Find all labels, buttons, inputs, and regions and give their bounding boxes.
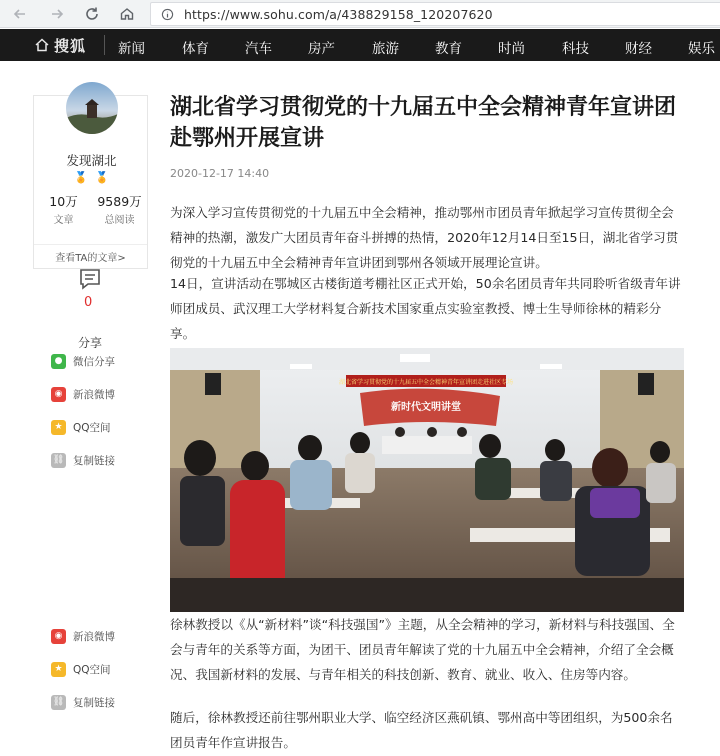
article-photo [170,348,684,612]
comment-button[interactable] [78,267,102,295]
qzone-star-icon: ★ [51,662,66,677]
info-icon [161,8,174,21]
logo-text: 搜狐 [54,36,87,55]
share-title: 分享 [78,336,103,350]
share-weibo[interactable] [51,386,115,402]
share-copy-link[interactable] [51,694,115,710]
author-badges [34,171,149,184]
nav-item-realestate[interactable]: 房产 [308,41,335,57]
share-list-bottom [51,628,115,727]
comment-icon [78,267,102,291]
weibo-icon: ◉ [51,629,66,644]
share-wechat[interactable] [51,353,115,369]
nav-item-education[interactable]: 教育 [435,41,462,57]
share-label: 新浪微博 [73,388,115,401]
share-list [51,353,115,485]
view-articles-link[interactable]: 查看TA的文章> [55,253,126,264]
share-label: QQ空间 [73,663,111,676]
nav-item-finance[interactable]: 财经 [625,41,652,57]
comment-count: 0 [84,295,93,310]
back-arrow-icon [12,6,28,22]
browser-toolbar [0,0,720,28]
banner-text: 湖北省学习贯彻党的十九届五中全会精神青年宣讲团走进社区专场 [338,379,514,386]
share-label: 新浪微博 [73,630,115,643]
nav-item-travel[interactable]: 旅游 [372,41,399,57]
author-name[interactable]: 发现湖北 [66,153,117,168]
link-icon: ⛓ [51,453,66,468]
nav-item-sports[interactable]: 体育 [182,41,209,57]
sohu-logo[interactable] [34,29,86,61]
share-qzone[interactable] [51,419,115,435]
article-date: 2020-12-17 14:40 [170,167,270,180]
share-copy-link[interactable] [51,452,115,468]
banner-subtitle: 新时代文明讲堂 [391,402,461,413]
share-label: QQ空间 [73,421,111,434]
forward-button[interactable] [45,2,69,26]
article-paragraph: 为深入学习宣传贯彻党的十九届五中全会精神，推动鄂州市团员青年掀起学习宣传贯彻全会精神的热潮，激发广大团员青年奋斗拼搏的热情，2020年12月14日至15日，湖北省学习贯彻党的十九届五中全会精神青年宣讲团到鄂州各领域开展理论宣讲。 [170,205,679,270]
weibo-icon: ◉ [51,387,66,402]
article-title: 湖北省学习贯彻党的十九届五中全会精神青年宣讲团赴鄂州开展宣讲 [170,95,677,151]
share-weibo[interactable] [51,628,115,644]
home-icon [119,6,135,22]
article-paragraph: 随后，徐林教授还前往鄂州职业大学、临空经济区燕矶镇、鄂州高中等团组织，为500余名团员青年作宣讲报告。 [170,710,673,750]
articles-count: 10万 [49,194,78,209]
url-text: https://www.sohu.com/a/438829158_120207620 [184,6,493,22]
reload-icon [84,6,100,22]
articles-stat [36,192,91,226]
medal-icon: 🏅 [95,171,109,184]
back-button[interactable] [8,2,32,26]
link-icon: ⛓ [51,695,66,710]
share-qzone[interactable] [51,661,115,677]
site-navbar [0,29,720,61]
reads-count: 9589万 [97,194,142,209]
qzone-star-icon: ★ [51,420,66,435]
forward-arrow-icon [49,6,65,22]
reads-label: 总阅读 [104,215,135,226]
author-card [33,95,148,269]
author-sidebar [33,95,148,269]
articles-label: 文章 [53,215,74,226]
nav-item-news[interactable]: 新闻 [118,41,145,57]
nav-item-fashion[interactable]: 时尚 [498,41,525,57]
reads-stat [92,192,147,226]
photo-caption: 徐林教授以《从“新材料”谈“科技强国”》主题，从全会精神的学习，新材料与科技强国、全会与青年的关系等方面，为团干、团员青年解读了党的十九届五中全会精神，介绍了全会概况、我国新材料的发展、与青年相关的科技创新、教育、就业、收入、住房等内容。 [170,617,675,682]
share-label: 微信分享 [73,355,115,368]
share-label: 复制链接 [73,454,115,467]
avatar[interactable] [66,82,118,134]
nav-item-entertainment[interactable]: 娱乐 [688,41,715,57]
home-button[interactable] [115,2,139,26]
medal-icon: 🏅 [74,171,88,184]
nav-item-auto[interactable]: 汽车 [245,41,272,57]
wechat-icon: ● [51,354,66,369]
article-paragraph: 14日，宣讲活动在鄂城区古楼街道考棚社区正式开始，50余名团员青年共同聆听省级青年讲师团成员、武汉理工大学材料复合新技术国家重点实验室教授、博士生导师徐林的精彩分享。 [170,276,681,341]
nav-item-tech[interactable]: 科技 [562,41,589,57]
sohu-home-icon [34,37,50,53]
reload-button[interactable] [80,2,104,26]
nav-separator [104,35,105,55]
share-label: 复制链接 [73,696,115,709]
divider [34,244,147,245]
address-bar[interactable] [150,2,720,26]
